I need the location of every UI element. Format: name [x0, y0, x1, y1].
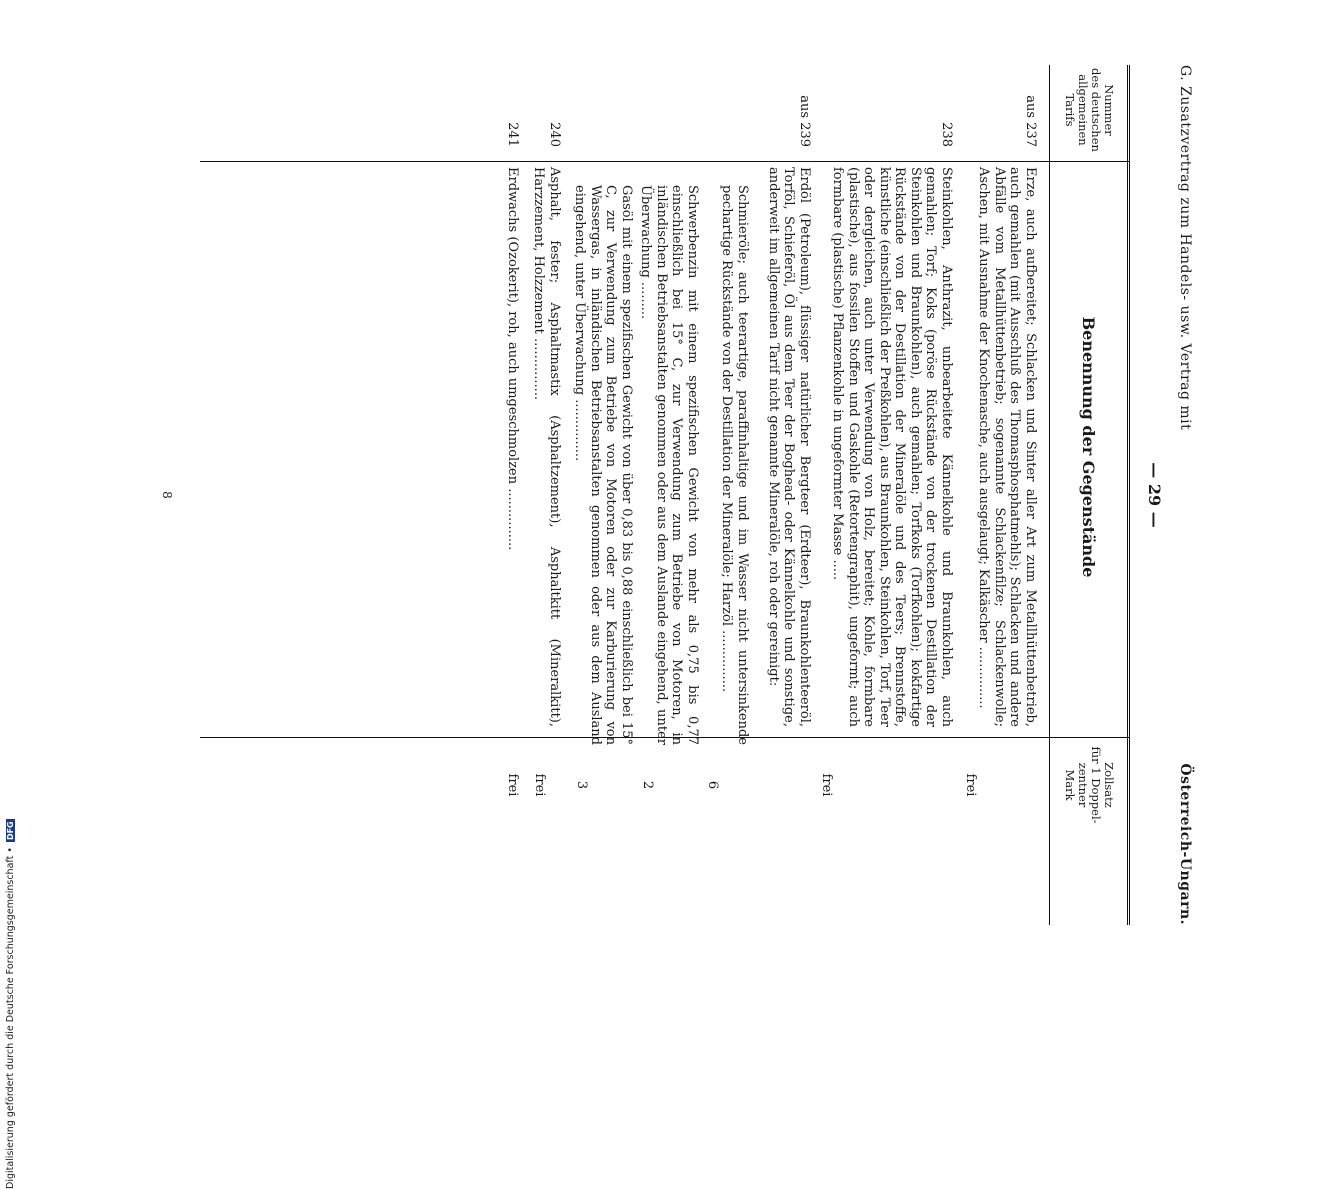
header-tariff-number: Nummer des deutschen allgemeinen Tarifs — [1063, 68, 1116, 152]
item-description: Erdwachs (Ozokerit), roh, auch umgeschmolzen ............... — [505, 167, 520, 551]
item-description: Schwerbenzin mit einem spezifischen Gewicht von mehr als 0,75 bis 0,77 einschließlich bei 15° C, zur Verwendung zum Betriebe von Motoren, in inländischen Betriebsanstalten genommen oder aus dem Auslande eingehend, unter Überwachung ......... — [638, 185, 700, 745]
duty-rate: 6 — [705, 780, 720, 790]
duty-rate: frei — [963, 773, 978, 797]
header-section: G. Zusatzvertrag zum Handels- usw. Vertrag mit — [1177, 65, 1193, 431]
dfg-logo: DFG — [6, 821, 15, 841]
tariff-number: aus 239 — [797, 95, 812, 147]
duty-rate: 3 — [574, 780, 589, 790]
header-description: Benennung der Gegenstände — [1079, 316, 1099, 578]
item-description: Gasöl mit einem spezifischen Gewicht von über 0,83 bis 0,88 einschließlich bei 15° C, zur Verwendung zum Betriebe von Motoren oder zur Karburierung von Wassergas, in inländischen Betriebsanstalten genommen oder aus dem Ausland eingehend, unter Überwachung ............... — [572, 185, 634, 745]
tariff-number: aus 237 — [1023, 95, 1038, 147]
column-divider — [200, 161, 1130, 162]
tariff-number: 238 — [939, 122, 954, 147]
page-number: — 29 — — [1145, 462, 1164, 528]
table-header-rule — [1049, 65, 1050, 925]
item-description: Erdöl (Petroleum), flüssiger natürlicher Bergteer (Erdteer), Braunkohlenteeröl, Torföl, Schieferöl, Öl aus dem Teer der Boghead- oder Kännelkohle und sonstige, anderweit im allgemeinen Tarif nicht genannte Mineralöle, roh oder gereinigt: — [766, 167, 812, 727]
item-description: Schmieröle; auch teerartige, paraffinhaltige und im Wasser nicht untersinkende pechartige Rückstände von der Destillation der Mineralöle; Harzöl ............... — [719, 185, 750, 745]
digitization-note — [5, 399, 21, 1189]
digitization-note-text: Digitalisierung gefördert durch die Deutsche Forschungsgemeinschaft • — [5, 847, 16, 1189]
duty-rate: frei — [532, 773, 547, 797]
table-top-rule — [1127, 65, 1130, 925]
tariff-table — [40, 65, 1130, 925]
item-description: Steinkohlen, Anthrazit, unbearbeitete Kännelkohle und Braunkohlen, auch gemahlen; Torf; Koks (poröse Rückstände von der trockenen Destillation der Steinkohlen und Braunkohlen), auch gemahlen; Torfkoks (Torfkohlen); kokfartige Rückstände von der Destillation der Mineralöle und des Teers; Brennstoffe, künstliche (einschließlich der Preßkohlen), aus Braunkohlen, Steinkohlen, Torf, Teer oder dergleichen, auch unter Verwendung von Holz, bereitet; Kohle, formbare (plastische), aus fossilen Stoffen und Gaskohle (Retortengraphit), ungeformt; auch formbare (plastische) Pflanzenkohle in ungeformter Masse ..... — [830, 167, 954, 727]
duty-rate: 2 — [640, 780, 655, 790]
header-duty-rate: Zollsatz für 1 Doppel- zentner Mark — [1063, 746, 1116, 824]
tariff-number: 241 — [505, 122, 520, 147]
rotated-page — [40, 65, 1200, 925]
duty-rate: frei — [505, 773, 520, 797]
item-description: Asphalt, fester; Asphaltmastix (Asphaltzement), Asphaltkitt (Mineralkitt), Harzzement, Holzzement ............... — [531, 167, 562, 727]
tariff-number: 240 — [547, 122, 562, 147]
header-country: Österreich-Ungarn. — [1177, 763, 1193, 925]
sheet-number: 8 — [160, 491, 174, 499]
duty-rate: frei — [819, 773, 834, 797]
item-description: Erze, auch aufbereitet; Schlacken und Sinter aller Art zum Metallhüttenbetrieb, auch gemahlen (mit Ausschluß des Thomasphosphatmehls); Schlacken und andere Abfälle vom Metallhüttenbetrieb; sogenannte Schlackenfilze; Schlackenwolle; Aschen, mit Ausnahme der Knochenasche, auch ausgelaugt; Kalkäscher ............... — [976, 167, 1038, 727]
running-header — [1170, 65, 1200, 925]
